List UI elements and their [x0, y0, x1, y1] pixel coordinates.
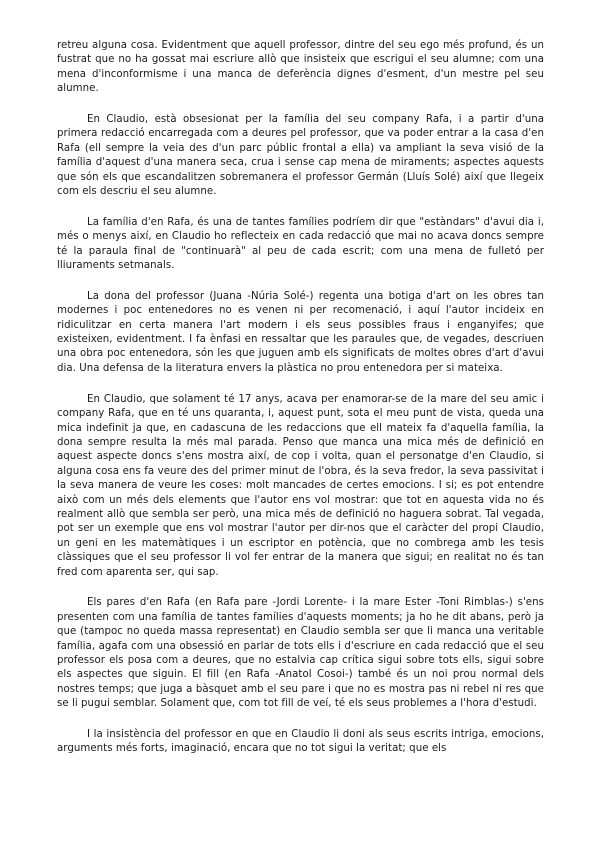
paragraph-5: En Claudio, que solament té 17 anys, acava per enamorar-se de la mare del seu amic i company Rafa, que en té uns quaranta, i, aquest punt, sota el meu punt de vista, queda una mica indefinit ja que, en cadascuna de les redaccions que ell mateix fa d'aquella família, la dona sempre resulta la més mal parada. Penso que manca una mica més de definició en aquest aspecte doncs s'ens mostra així, de cop i volta, quan el personatge d'en Claudio, si alguna cosa ens fa veure des del primer minut de l'obra, és la seva fredor, la seva passivitat i la seva manera de veure les coses: molt mancades de certes emocions. I si; es pot entendre això com un més dels elements que l'autor ens vol mostrar: que tot en aquesta vida no és realment allò que sembla ser però, una mica més de definició no haguera sobrat. Tal vegada, pot ser un exemple que ens vol mostrar l'autor per dir-nos que el caràcter del propi Claudio, un geni en les matemàtiques i un escriptor en potència, que no combrega amb les tesis clàssiques que el seu professor li vol fer entrar de la manera que sigui; en realitat no és tan fred com aparenta ser, qui sap.	[57, 393, 544, 578]
paragraph-4: La dona del professor (Juana -Núria Solé-) regenta una botiga d'art on les obres tan modernes i poc entenedores no es venen ni per recomenació, i aquí l'autor incideix en ridiculitzar en certa manera l'art modern i els seus possibles fraus i enganyifes; que existeixen, evidentment. I fa ènfasi en ressaltar que les paraules que, de vegades, descriuen una obra poc entenedora, són les que juguen amb els significats de moltes obres d'art d'avui dia. Una defensa de la literatura envers la plàstica no prou entenedora per si mateixa.	[57, 290, 544, 374]
paragraph-7: I la insistència del professor en que en Claudio li doni als seus escrits intriga, emocions, arguments més forts, imaginació, encara que no tot sigui la veritat; que els	[57, 729, 544, 755]
paragraph-2: En Claudio, està obsesionat per la família del seu company Rafa, i a partir d'una primera redacció encarregada com a deures pel professor, que va poder entrar a la casa d'en Rafa (ell sempre la veia des d'un parc públic frontal a ella) va ampliant la seva visió de la família d'aquest d'una manera seca, crua i sense cap mena de miraments; aspectes aquests que són els que escandalitzen sobremanera el professor Germán (Lluís Solé) així que llegeix com els descriu el seu alumne.	[57, 114, 544, 198]
paragraph-1: retreu alguna cosa. Evidentment que aquell professor, dintre del seu ego més profund, és un fustrat que no ha gossat mai escriure allò que insisteix que escrigui el seu alumne; com una mena d'inconformisme i una manca de deferència dignes d'esment, d'un mestre pel seu alumne.	[57, 40, 544, 95]
paragraph-3: La família d'en Rafa, és una de tantes famílies podríem dir que "estàndars" d'avui dia i, més o menys així, en Claudio ho reflecteix en cada redacció que mai no acava doncs sempre té la paraula final de "continuarà" al peu de cada escrit; com una mena de fulletó per lliuraments setmanals.	[57, 216, 544, 272]
paragraph-6: Els pares d'en Rafa (en Rafa pare -Jordi Lorente- i la mare Ester -Toni Rimblas-) s'ens presenten com una família de tantes famílies d'aquests moments; ja ho he dit abans, però ja que (tampoc no queda massa representat) en Claudio sembla ser que li manca una veritable família, agafa com una obsessió en parlar de tots ells i d'escriure en cada redacció que el seu professor els posa com a deures, que no estalvia cap crítica sigui sobre tots ells, sigui sobre els aspectes que siguin. El fill (en Rafa -Anatol Cosoi-) també és un noi prou normal dels nostres temps; que juga a bàsquet amb el seu pare i que no es mostra pas ni rebel ni res que se li pugui semblar. Solament que, com tot fill de veí, té els seus problemes a l'hora d'estudi.	[57, 597, 544, 710]
